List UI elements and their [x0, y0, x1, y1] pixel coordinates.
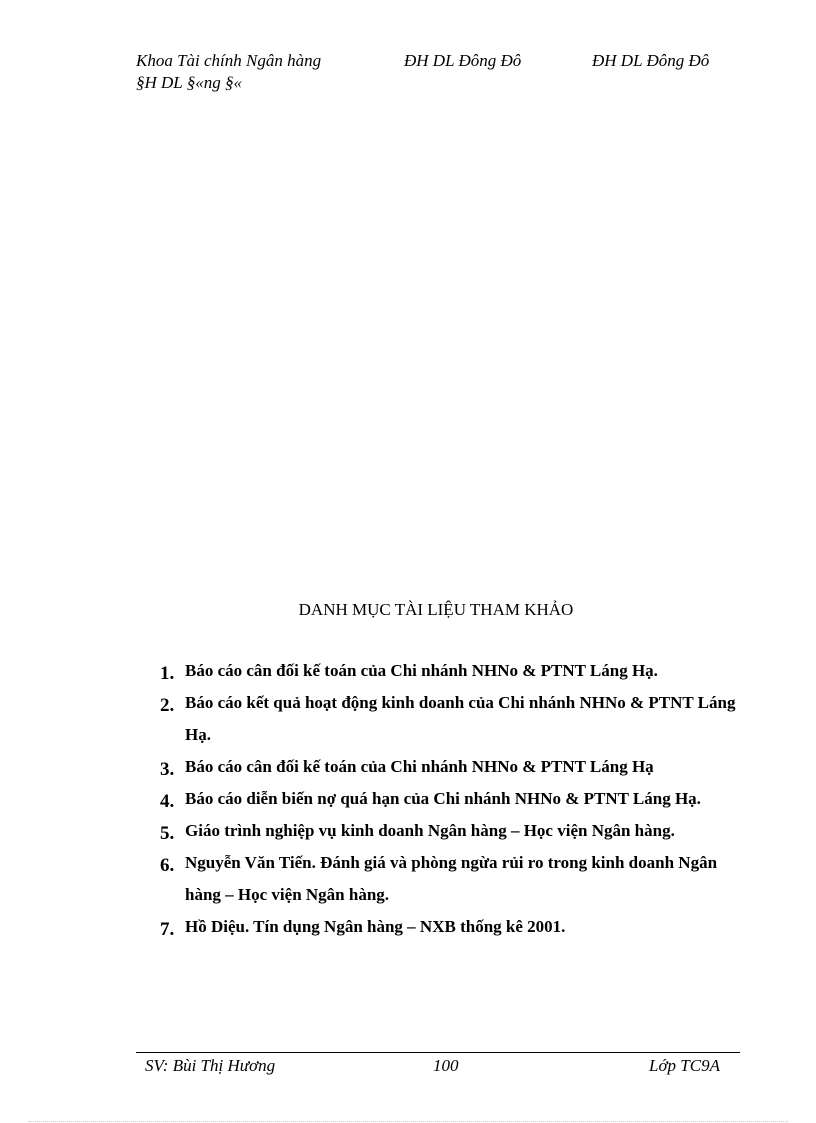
reference-number: 5. [160, 823, 175, 844]
reference-text: Giáo trình nghiệp vụ kinh doanh Ngân hàng – Học viện Ngân hàng. [185, 821, 675, 840]
header-university-legacy-encoding: §H DL §«ng §« [136, 73, 242, 92]
reference-item [160, 911, 740, 943]
page-header [136, 50, 736, 94]
reference-number: 1. [160, 663, 175, 684]
reference-item [160, 655, 740, 687]
reference-item [160, 847, 740, 911]
header-university: ĐH DL Đông Đô [404, 51, 522, 70]
reference-item [160, 815, 740, 847]
header-line [136, 50, 736, 72]
reference-item [160, 751, 740, 783]
reference-text: Báo cáo cân đối kế toán của Chi nhánh NHNo & PTNT Láng Hạ. [185, 661, 658, 680]
footer-page-number: 100 [433, 1056, 459, 1075]
header-faculty: Khoa Tài chính Ngân hàng [136, 51, 322, 70]
reference-text: Nguyễn Văn Tiến. Đánh giá và phòng ngừa rủi ro trong kinh doanh Ngân hàng – Học viện Ngân hàng. [185, 853, 718, 904]
reference-number: 3. [160, 759, 175, 780]
footer-divider [136, 1052, 740, 1053]
reference-number: 2. [160, 695, 175, 716]
references-list [160, 655, 740, 943]
reference-text: Báo cáo kết quả hoạt động kinh doanh của Chi nhánh NHNo & PTNT Láng Hạ. [185, 693, 736, 744]
reference-item [160, 783, 740, 815]
reference-text: Báo cáo cân đối kế toán của Chi nhánh NHNo & PTNT Láng Hạ [185, 757, 654, 776]
reference-number: 6. [160, 855, 175, 876]
reference-text: Hồ Diệu. Tín dụng Ngân hàng – NXB thống kê 2001. [185, 917, 566, 936]
reference-number: 7. [160, 919, 175, 940]
header-university-duplicate: ĐH DL Đông Đô [592, 51, 710, 70]
page-bottom-edge [28, 1121, 788, 1122]
page-footer [145, 1055, 720, 1077]
footer-class: Lớp TC9A [649, 1056, 720, 1075]
reference-item [160, 687, 740, 751]
reference-text: Báo cáo diễn biến nợ quá hạn của Chi nhánh NHNo & PTNT Láng Hạ. [185, 789, 701, 808]
reference-number: 4. [160, 791, 175, 812]
footer-student-name: SV: Bùi Thị Hương [145, 1056, 276, 1075]
references-title: DANH MỤC TÀI LIỆU THAM KHẢO [298, 600, 574, 619]
